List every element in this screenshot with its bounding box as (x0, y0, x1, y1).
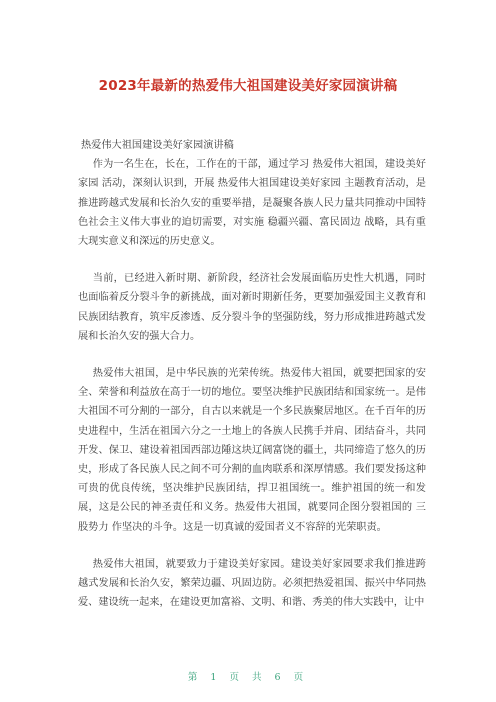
paragraph-1: 作为一名生在，长在，工作在的干部，通过学习 热爱伟大祖国，建设美好家园 活动，深刻认识到，开展 热爱伟大祖国建设美好家园 主题教育活动，是推进跨越式发展和长治久安的重要举措，是凝聚各族人民力量共同推动中国特色社会主义伟大事业的迫切需要，对实施 稳疆兴疆、富民固边 战略，具有重大现实意义和深远的历史意义。 (78, 159, 426, 248)
document-title: 2023年最新的热爱伟大祖国建设美好家园演讲稿 (98, 78, 398, 94)
paragraph-4: 热爱伟大祖国，就要致力于建设美好家园。建设美好家园要求我们推进跨越式发展和长治久安，繁荣边疆、巩固边防。必须把热爱祖国、振兴中华同热爱、建设统一起来，在建设更加富裕、文明、和谐、秀美的伟大实践中，让中 (78, 558, 426, 609)
document-body (78, 136, 426, 612)
paragraph-2: 当前，已经进入新时期、新阶段，经济社会发展面临历史性大机遇，同时也面临着反分裂斗争的新挑战，面对新时期新任务，更要加强爱国主义教育和民族团结教育，筑牢反渗透、反分裂斗争的坚强防线，努力形成推进跨越式发展和长治久安的强大合力。 (78, 273, 426, 342)
page-number-footer: 第 1 页 共 6 页 (187, 672, 309, 683)
document-subtitle: 热爱伟大祖国建设美好家园演讲稿 (81, 140, 234, 151)
paragraph-3: 热爱伟大祖国，是中华民族的光荣传统。热爱伟大祖国，就要把国家的安全、荣誉和利益放在高于一切的地位。要坚决维护民族团结和国家统一。是伟大祖国不可分割的一部分，自古以来就是一个多民族聚居地区。在千百年的历史进程中，生活在祖国六分之一土地上的各族人民携手并肩、团结奋斗，共同开发、保卫、建设着祖国西部边陲这块辽阔富饶的疆土，共同缔造了悠久的历史，形成了各民族人民之间不可分割的血肉联系和深厚情感。我们要发扬这种可贵的优良传统，坚决维护民族团结，捍卫祖国统一。维护祖国的统一和发展，这是公民的神圣责任和义务。热爱伟大祖国，就要同企图分裂祖国的 三股势力 作坚决的斗争。这是一切真诚的爱国者义不容辞的光荣职责。 (78, 368, 426, 533)
